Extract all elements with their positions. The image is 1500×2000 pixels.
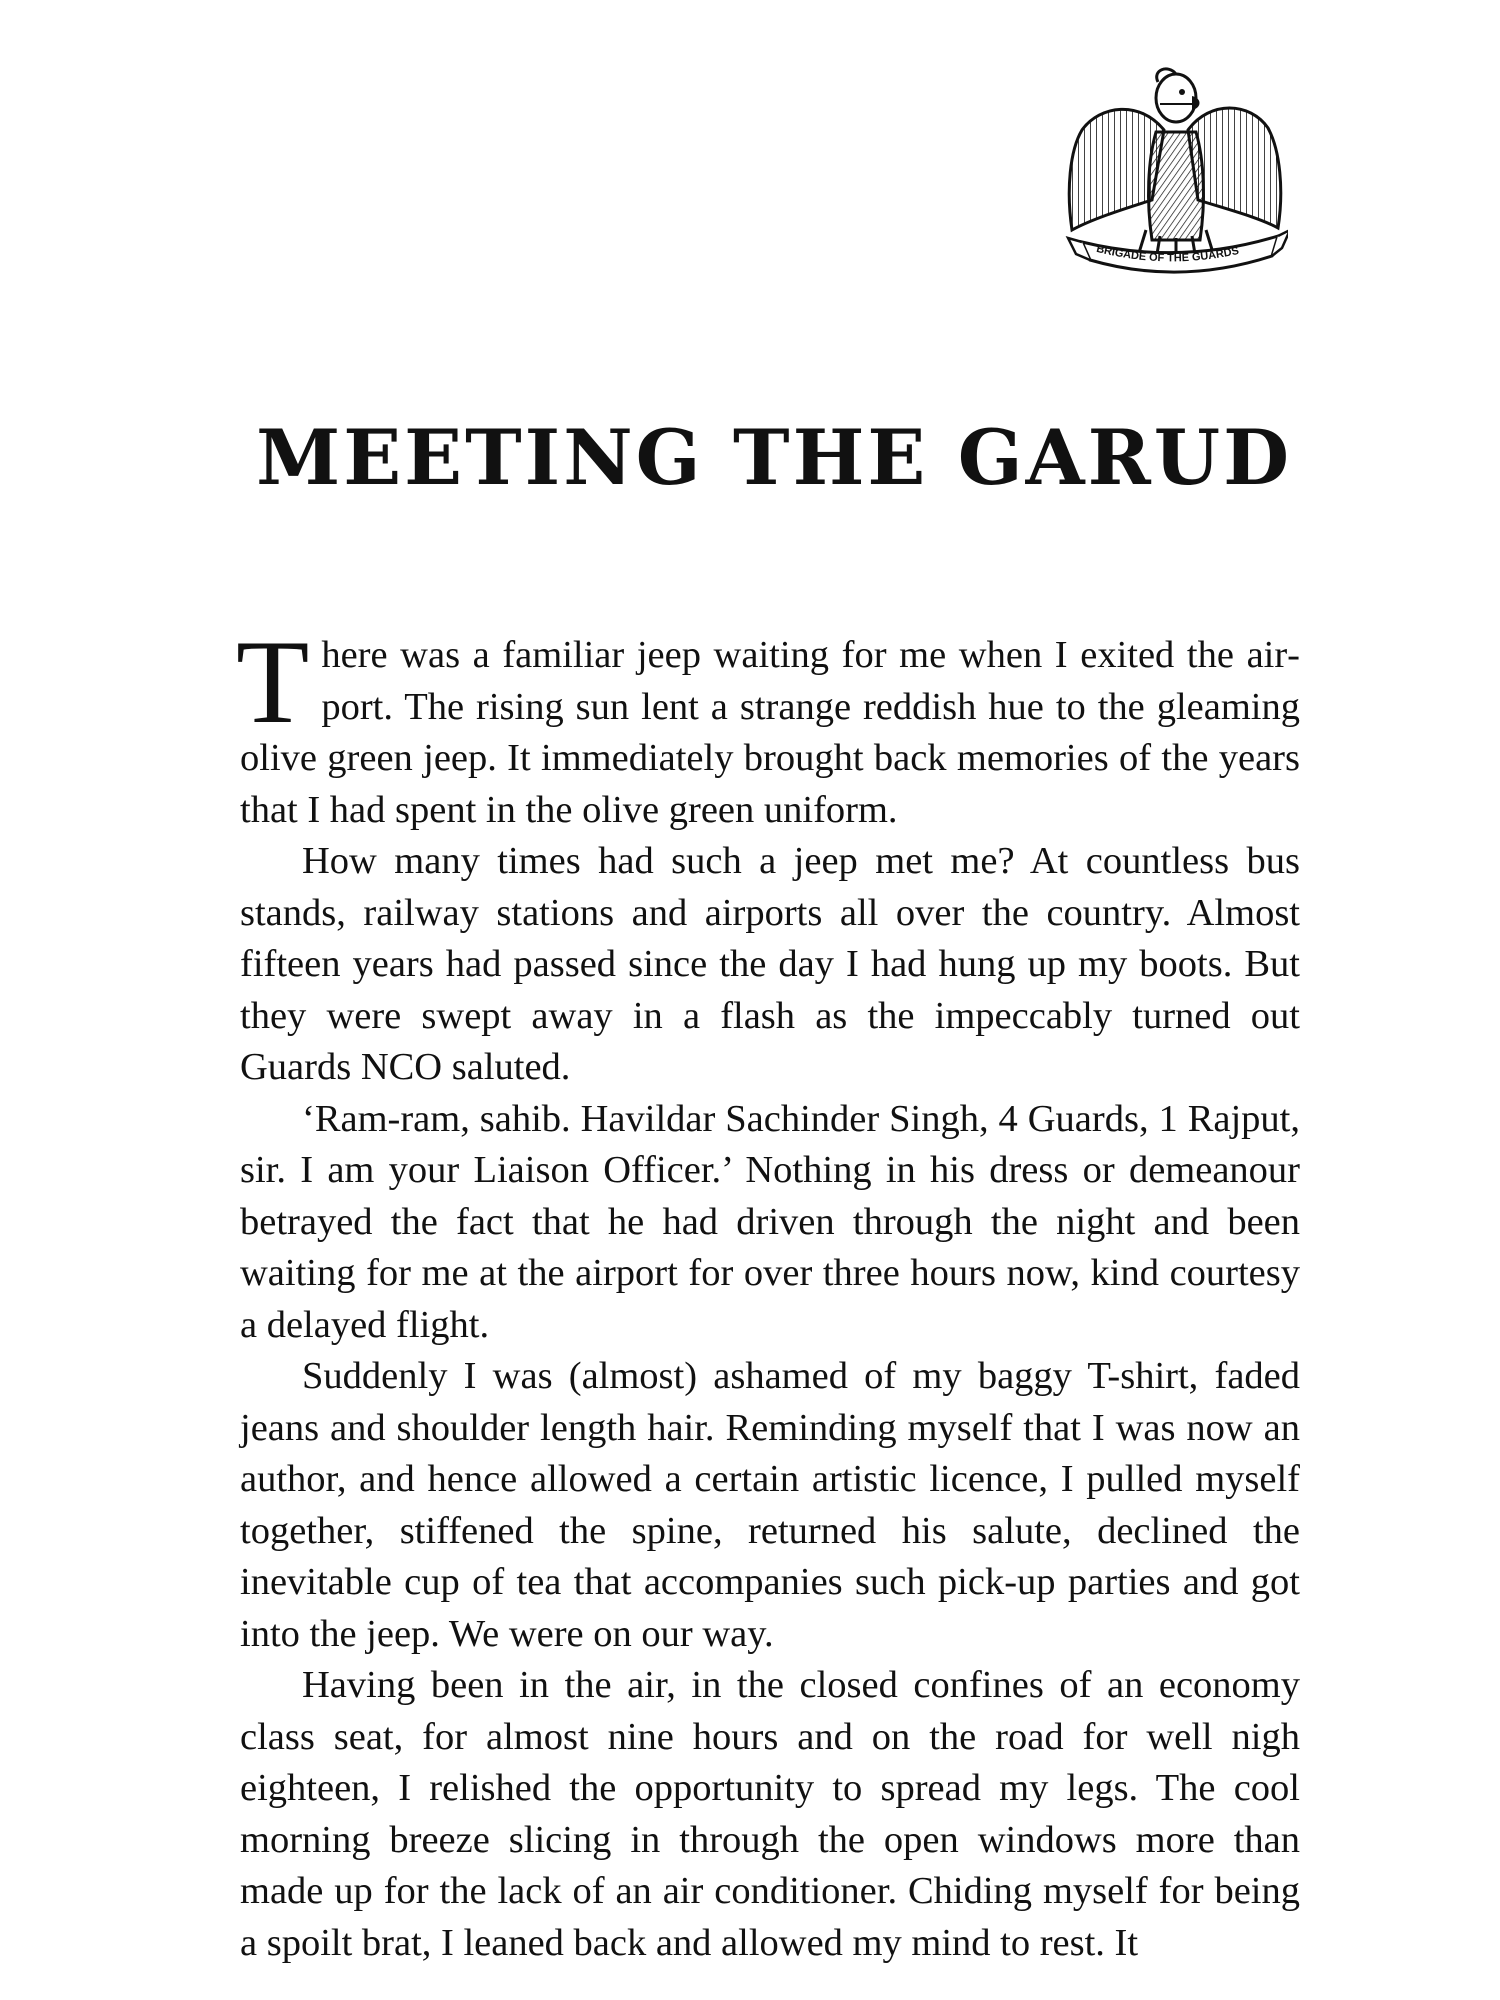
paragraph-text: here was a familiar jeep waiting for me when I exited the airport. The rising sun lent a strange reddish hue to the gleaming olive green jeep. It immediately brought back memories of the years that I had spent in the olive green uniform. bbox=[240, 634, 1300, 831]
chapter-body bbox=[236, 615, 1300, 1969]
paragraph-3: ‘Ram-ram, sahib. Havildar Sachinder Singh, 4 Guards, 1 Rajput, sir. I am your Liaison Officer.’ Nothing in his dress or demeanour betrayed the fact that he had driven through the night and been waiting for me at the airport for over three hours now, kind courtesy a delayed flight. bbox=[240, 1097, 1300, 1346]
chapter-title: MEETING THE GARUD bbox=[256, 413, 1292, 502]
paragraph-5: Having been in the air, in the closed confines of an economy class seat, for almost nine hours and on the road for well nigh eighteen, I relished the opportunity to spread my legs. The cool morning breeze slicing in through the open windows more than made up for the lack of an air conditioner. Chiding myself for being a spoilt brat, I leaned back and allowed my mind to rest. It bbox=[240, 1664, 1300, 1964]
drop-cap: T bbox=[236, 615, 310, 748]
garud-eagle-emblem bbox=[1060, 60, 1288, 294]
paragraph-2: How many times had such a jeep met me? At countless bus stands, railway stations and airports all over the country. Almost fifteen years had passed since the day I had hung up my boots. But they were swept away in a flash as the impeccably turned out Guards NCO saluted. bbox=[240, 840, 1300, 1088]
paragraph-1 bbox=[236, 615, 1300, 836]
emblem-scroll-text: BRIGADE OF THE GUARDS bbox=[1095, 242, 1241, 265]
paragraph-4: Suddenly I was (almost) ashamed of my baggy T-shirt, faded jeans and shoulder length hair. Reminding myself that I was now an author, and hence allowed a certain artistic licence, I pulled myself together, stiffened the spine, returned his salute, declined the inevitable cup of tea that accompanies such pick-up parties and got into the jeep. We were on our way. bbox=[240, 1355, 1300, 1655]
